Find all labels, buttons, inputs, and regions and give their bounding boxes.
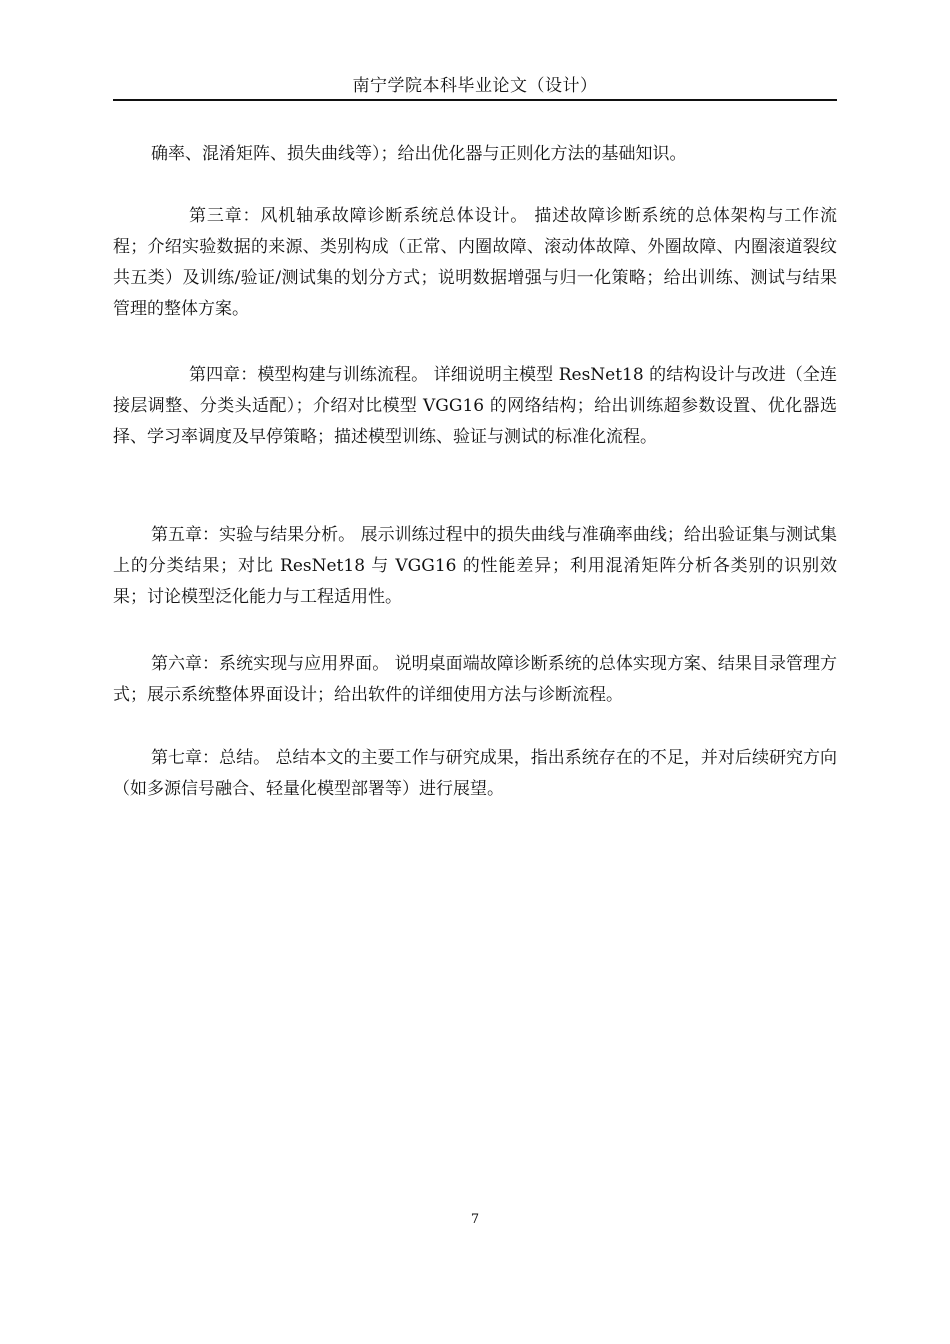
chapter-5-heading: 第五章：实验与结果分析。 xyxy=(151,525,356,545)
chapter-7-text: 总结本文的主要工作与研究成果，指出系统存在的不足，并对后续研究方向（如多源信号融合、轻量化模型部署等）进行展望。 xyxy=(113,748,838,799)
paragraph-chapter-7 xyxy=(113,743,837,805)
chapter-3-text: 描述故障诊断系统的总体架构与工作流程；介绍实验数据的来源、类别构成（正常、内圈故障、滚动体故障、外圈故障、内圈滚道裂纹共五类）及训练/验证/测试集的划分方式；说明数据增强与归一化策略；给出训练、测试与结果管理的整体方案。 xyxy=(113,206,838,319)
chapter-4-heading: 第四章：模型构建与训练流程。 xyxy=(189,365,429,385)
chapter-3-heading: 第三章：风机轴承故障诊断系统总体设计。 xyxy=(189,206,529,226)
chapter-7-heading: 第七章：总结。 xyxy=(151,748,271,768)
paragraph-chapter-6 xyxy=(113,649,837,711)
paragraph-chapter-4 xyxy=(113,360,837,453)
chapter-5-text: 展示训练过程中的损失曲线与准确率曲线；给出验证集与测试集上的分类结果；对比 ResNet18 与 VGG16 的性能差异；利用混淆矩阵分析各类别的识别效果；讨论模型泛化能力与工程适用性。 xyxy=(113,525,838,607)
page-number: 7 xyxy=(470,1212,480,1227)
paragraph-chapter-5 xyxy=(113,520,837,613)
paragraph-text: 确率、混淆矩阵、损失曲线等）；给出优化器与正则化方法的基础知识。 xyxy=(151,144,687,164)
chapter-4-text: 详细说明主模型 ResNet18 的结构设计与改进（全连接层调整、分类头适配）；介绍对比模型 VGG16 的网络结构；给出训练超参数设置、优化器选择、学习率调度及早停策略；描述模型训练、验证与测试的标准化流程。 xyxy=(113,365,837,447)
chapter-6-text: 说明桌面端故障诊断系统的总体实现方案、结果目录管理方式；展示系统整体界面设计；给出软件的详细使用方法与诊断流程。 xyxy=(113,654,838,705)
page-header-title: 南宁学院本科毕业论文（设计） xyxy=(352,76,598,96)
paragraph-chapter-2-continuation xyxy=(113,139,837,170)
header-divider xyxy=(113,99,837,101)
chapter-6-heading: 第六章：系统实现与应用界面。 xyxy=(151,654,390,674)
paragraph-chapter-3 xyxy=(113,201,837,325)
